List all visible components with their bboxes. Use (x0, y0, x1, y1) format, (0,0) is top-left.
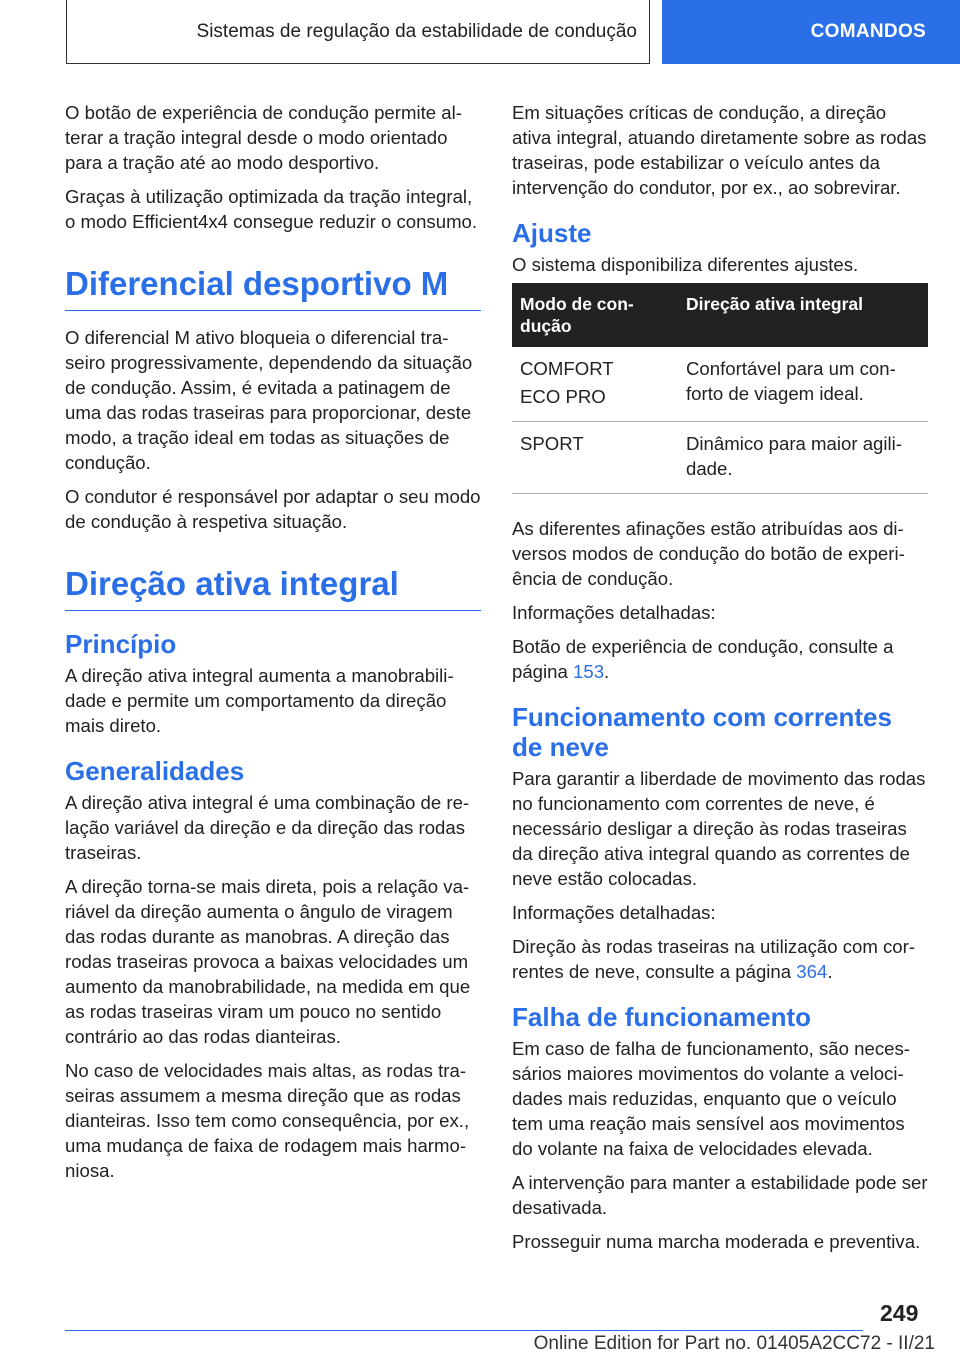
heading-correntes-neve: Funcionamento com correntes de neve (512, 702, 892, 762)
falha-paragraph-1: Em caso de falha de funcionamento, são necessários maiores movimentos do volante a velocidades mais reduzidas, enquanto que o veículo tem uma reação mais sensível aos movimentos do volante na faixa de velocidades elevada. (512, 1038, 910, 1159)
heading-generalidades: Generalidades (65, 756, 245, 786)
running-header (66, 0, 650, 64)
left-column (65, 100, 481, 1192)
info-label-2: Informações detalhadas: (512, 902, 716, 923)
reference-paragraph-1 (512, 634, 928, 684)
afinacoes-paragraph: As diferentes afinações estão atribuídas aos diversos modos de condução do botão de experiência de condução. (512, 518, 905, 589)
info-label-1: Informações detalhadas: (512, 602, 716, 623)
page-number: 249 (880, 1300, 919, 1326)
table-header-direcao: Direção ativa integral (678, 283, 928, 347)
reference-text-2: Direção às rodas traseiras na utilização com correntes de neve, consulte a página (512, 936, 916, 982)
right-column (512, 100, 928, 1263)
table-cell-modes (512, 422, 678, 494)
heading-falha: Falha de funcionamento (512, 1002, 812, 1032)
table-header-row (512, 283, 928, 347)
table-row (512, 422, 928, 494)
edition-text: Online Edition for Part no. 01405A2CC72 - II/21 (533, 1333, 935, 1354)
heading-direcao-ativa: Direção ativa integral (65, 564, 481, 611)
heading-principio: Princípio (65, 629, 177, 659)
ajuste-paragraph: O sistema disponibiliza diferentes ajustes. (512, 254, 859, 275)
reference-end-2: . (827, 961, 833, 982)
falha-paragraph-3: Prosseguir numa marcha moderada e preventiva. (512, 1231, 921, 1252)
generalidades-paragraph-3: No caso de velocidades mais altas, as rodas traseiras assumem a mesma direção que as rodas dianteiras. Isso tem como consequência, por ex., uma mudança de faixa de rodagem mais harmoniosa. (65, 1060, 470, 1181)
table-cell-desc: Dinâmico para maior agilidade. (678, 422, 928, 494)
section-title: Sistemas de regulação da estabilidade de condução (196, 20, 637, 42)
chapter-tab-label: COMANDOS (810, 21, 926, 42)
footer-divider (65, 1330, 863, 1331)
table-cell-modes (512, 347, 678, 422)
page-link-364[interactable]: 364 (796, 961, 828, 982)
correntes-paragraph: Para garantir a liberdade de movimento das rodas no funcionamento com correntes de neve, é necessário desligar a direção às rodas traseiras da direção ativa integral quando as correntes de neve estão colocadas. (512, 768, 926, 889)
principio-paragraph: A direção ativa integral aumenta a manobrabilidade e permite um comportamento da direção mais direto. (65, 665, 454, 736)
mode-eco-pro: ECO PRO (520, 386, 606, 407)
diferencial-paragraph-2: O condutor é responsável por adaptar o seu modo de condução à respetiva situação. (65, 486, 481, 532)
mode-sport: SPORT (520, 433, 584, 454)
reference-text-1: Botão de experiência de condução, consulte a página (512, 636, 894, 682)
generalidades-paragraph-1: A direção ativa integral é uma combinação de relação variável da direção e da direção das rodas traseiras. (65, 792, 470, 863)
chapter-tab (662, 0, 960, 64)
diferencial-paragraph-1: O diferencial M ativo bloqueia o diferencial traseiro progressivamente, dependendo da situação de condução. Assim, é evitada a patinagem de uma das rodas traseiras para proporcionar, deste modo, a tração ideal em todas as situações de condução. (65, 327, 473, 473)
intro-paragraph-1: O botão de experiência de condução permite alterar a tração integral desde o modo orientado para a tração até ao modo desportivo. (65, 102, 462, 173)
mode-comfort: COMFORT (520, 358, 614, 379)
page-link-153[interactable]: 153 (573, 661, 605, 682)
heading-ajuste: Ajuste (512, 218, 592, 248)
heading-diferencial-desportivo: Diferencial desportivo M (65, 264, 481, 311)
table-row (512, 347, 928, 422)
table-header-modo: Modo de condução (512, 283, 678, 347)
reference-paragraph-2 (512, 934, 928, 984)
criticas-paragraph: Em situações críticas de condução, a direção ativa integral, atuando diretamente sobre as rodas traseiras, pode estabilizar o veículo antes da intervenção do condutor, por ex., ao sobrevirar. (512, 102, 927, 198)
ajustes-table (512, 283, 928, 494)
generalidades-paragraph-2: A direção torna-se mais direta, pois a relação variável da direção aumenta o ângulo de viragem das rodas durante as manobras. A direção das rodas traseiras provoca a baixas velocidades um aumento da manobrabilidade, na medida em que as rodas traseiras viram um pouco no sentido contrário ao das rodas dianteiras. (65, 876, 471, 1047)
reference-end-1: . (604, 661, 610, 682)
falha-paragraph-2: A intervenção para manter a estabilidade pode ser desativada. (512, 1172, 928, 1218)
table-cell-desc: Confortável para um conforto de viagem ideal. (678, 347, 928, 422)
intro-paragraph-2: Graças à utilização optimizada da tração integral, o modo Efficient4x4 consegue reduzir o consumo. (65, 186, 478, 232)
